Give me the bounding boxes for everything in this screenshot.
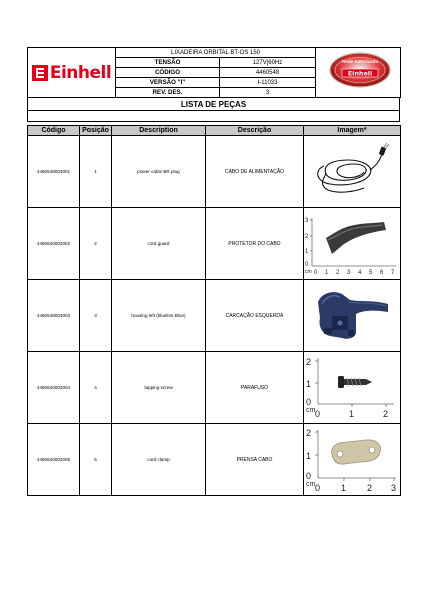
power-cable-image <box>304 136 401 207</box>
ruler-x-tick: 0 <box>315 409 321 419</box>
part-image <box>304 136 401 208</box>
authorized-seal <box>316 48 401 98</box>
part-description: power cable BR plug <box>112 136 206 208</box>
part-code: 4460640002002 <box>28 208 80 280</box>
einhell-e-icon <box>32 65 48 81</box>
part-descricao: PRENSA CABO <box>206 424 304 496</box>
version-label: VERSÃO "I" <box>116 78 220 88</box>
part-code: 4460640002005 <box>28 424 80 496</box>
ruler-y-tick: 1 <box>305 249 309 255</box>
section-title-table <box>27 98 400 122</box>
ruler-x-tick: 1 <box>349 409 355 419</box>
housing-left-image <box>304 280 401 351</box>
ruler-x-tick: 0 <box>315 483 321 493</box>
part-image <box>304 280 401 352</box>
part-descricao: PROTETOR DO CABO <box>206 208 304 280</box>
part-image <box>304 424 401 496</box>
ruler-x-tick: 0 <box>314 270 318 276</box>
ruler-y-tick: 0 <box>306 397 312 407</box>
code-value: 4460548 <box>220 68 316 78</box>
part-position: 5 <box>80 424 112 496</box>
ruler-y-tick: 2 <box>305 234 309 240</box>
ruler-unit: cm <box>306 481 316 488</box>
ruler-x-tick: 2 <box>367 483 373 493</box>
ruler-x-tick: 6 <box>380 270 384 276</box>
ruler-unit: cm <box>305 269 312 275</box>
part-description: cord clamp <box>112 424 206 496</box>
part-description: housing left (blueline Blue) <box>112 280 206 352</box>
ruler-y-tick: 1 <box>306 379 312 389</box>
part-code: 4460548003001 <box>28 136 80 208</box>
ruler-x-tick: 4 <box>358 270 362 276</box>
part-code: 4460640002004 <box>28 352 80 424</box>
ruler-x-tick: 2 <box>336 270 340 276</box>
part-descricao: CARCAÇÃO ESQUERDA <box>206 280 304 352</box>
ruler-x-tick: 3 <box>347 270 351 276</box>
col-header-code: Código <box>28 126 80 136</box>
table-row <box>28 280 401 352</box>
ruler-x-tick: 1 <box>325 270 329 276</box>
table-row <box>28 208 401 280</box>
tapping-screw-image <box>304 352 401 423</box>
revision-label: REV. DES. <box>116 88 220 98</box>
ruler-y-tick: 1 <box>306 451 312 461</box>
product-title: LIXADEIRA ORBITAL BT-OS 150 <box>116 48 316 58</box>
voltage-value: 127V|60Hz <box>220 58 316 68</box>
part-image <box>304 352 401 424</box>
brand-name: Einhell <box>49 62 112 83</box>
table-row <box>28 136 401 208</box>
col-header-descricao: Descrição <box>206 126 304 136</box>
part-descricao: PARAFUSO <box>206 352 304 424</box>
part-image <box>304 208 401 280</box>
parts-sheet <box>27 47 400 496</box>
column-headers <box>28 126 401 136</box>
table-row <box>28 352 401 424</box>
part-position: 2 <box>80 208 112 280</box>
ruler-y-tick: 3 <box>305 218 309 224</box>
seal-brand-text: Einhell <box>347 69 373 78</box>
brand-logo <box>28 48 116 98</box>
spacer <box>28 111 400 122</box>
col-header-description: Description <box>112 126 206 136</box>
ruler-x-tick: 3 <box>391 483 397 493</box>
table-row <box>28 424 401 496</box>
seal-top-text: Rede Autorizada <box>341 59 379 64</box>
ruler-y-tick: 0 <box>305 262 309 268</box>
cord-clamp-image <box>304 424 401 495</box>
part-description: tapping screw <box>112 352 206 424</box>
part-position: 3 <box>80 280 112 352</box>
ruler-x-tick: 1 <box>341 483 347 493</box>
ruler-y-tick: 0 <box>306 471 312 481</box>
header-table <box>27 47 401 98</box>
part-code: 4460548003003 <box>28 280 80 352</box>
col-header-position: Posição <box>80 126 112 136</box>
voltage-label: TENSÃO <box>116 58 220 68</box>
ruler-y-tick: 2 <box>306 357 312 367</box>
code-label: CÓDIGO <box>116 68 220 78</box>
ruler-unit: cm <box>306 407 316 414</box>
part-description: cord guard <box>112 208 206 280</box>
section-title: LISTA DE PEÇAS <box>28 98 400 111</box>
ruler-y-tick: 2 <box>306 428 312 438</box>
authorized-network-seal-icon <box>329 52 391 88</box>
col-header-image: Imagem* <box>304 126 401 136</box>
ruler-x-tick: 5 <box>369 270 373 276</box>
ruler-x-tick: 2 <box>383 409 389 419</box>
part-descricao: CABO DE ALIMENTAÇÃO <box>206 136 304 208</box>
part-position: 1 <box>80 136 112 208</box>
revision-value: 3 <box>220 88 316 98</box>
ruler-x-tick: 7 <box>391 270 395 276</box>
part-position: 4 <box>80 352 112 424</box>
cord-guard-image <box>304 208 401 279</box>
parts-table <box>27 125 401 496</box>
version-value: I-11033 <box>220 78 316 88</box>
